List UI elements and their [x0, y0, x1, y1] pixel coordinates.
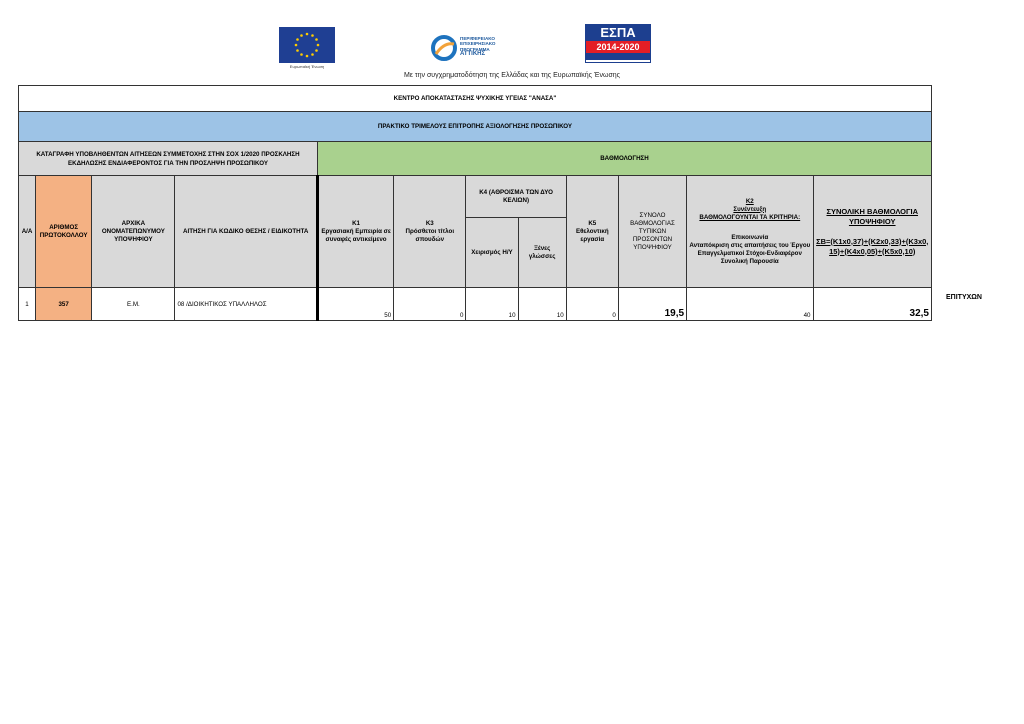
header-k2-criterion-1: Επικοινωνία — [731, 233, 769, 241]
header-final-formula: ΣΒ=(Κ1x0,37)+(Κ2x0,33)+(Κ3x0,15)+(Κ4x0,05)+(Κ5x0,10) — [816, 236, 929, 256]
pep-line-1: ΠΕΡΙΦΕΡΕΙΑΚΟ — [460, 36, 495, 41]
cofinancing-note: Με την συγχρηματοδότηση της Ελλάδας και της Ευρωπαϊκής Ένωσης — [403, 72, 621, 79]
cell-application: 08 /ΔΙΟΙΚΗΤΙΚΟΣ ΥΠΑΛΛΗΛΟΣ — [175, 288, 317, 321]
cell-total-typical: 19,5 — [618, 288, 686, 321]
header-k4-lang: Ξένες γλώσσες — [518, 218, 566, 288]
evaluation-table — [18, 85, 932, 321]
header-k1-code: Κ1 — [352, 219, 361, 227]
header-k4-pc: Χειρισμός Η/Υ — [466, 218, 518, 288]
table-title: ΚΕΝΤΡΟ ΑΠΟΚΑΤΑΣΤΑΣΗΣ ΨΥΧΙΚΗΣ ΥΓΕΙΑΣ "ΑΝΑΣΑ" — [19, 86, 932, 112]
header-k3 — [394, 176, 466, 288]
header-k2 — [687, 176, 813, 288]
section-registration: ΚΑΤΑΓΡΑΦΗ ΥΠΟΒΛΗΘΕΝΤΩΝ ΑΙΤΗΣΕΩΝ ΣΥΜΜΕΤΟΧΗΣ ΣΤΗΝ ΣΟΧ 1/2020 ΠΡΟΣΚΛΗΣΗ ΕΚΔΗΛΩΣΗΣ ΕΝΔΙΑΦΕΡΟΝΤΟΣ ΓΙΑ ΤΗΝ ΠΡΟΣΛΗΨΗ ΠΡΟΣΩΠΙΚΟΥ — [19, 142, 318, 176]
sponsor-logos — [0, 24, 1024, 74]
header-k5-code: Κ5 — [588, 219, 597, 227]
header-k2-criterion-3: Επαγγελματικοί Στόχοι-Ενδιαφέρον — [697, 249, 802, 257]
header-k4: Κ4 (ΑΘΡΟΙΣΜΑ ΤΩΝ ΔΥΟ ΚΕΛΙΩΝ) — [466, 176, 566, 218]
header-k2-title1: Συνέντευξη — [733, 205, 767, 213]
table-subtitle: ΠΡΑΚΤΙΚΟ ΤΡΙΜΕΛΟΥΣ ΕΠΙΤΡΟΠΗΣ ΑΞΙΟΛΟΓΗΣΗΣ ΠΡΟΣΩΠΙΚΟΥ — [19, 112, 932, 142]
cell-initials: Ε.Μ. — [92, 288, 175, 321]
eu-flag-logo — [279, 27, 335, 63]
section-scoring: ΒΑΘΜΟΛΟΓΗΣΗ — [317, 142, 931, 176]
header-protocol: ΑΡΙΘΜΟΣ ΠΡΩΤΟΚΟΛΛΟΥ — [36, 176, 92, 288]
eu-caption: Ευρωπαϊκή Ένωση — [289, 64, 325, 69]
header-k5 — [566, 176, 618, 288]
cell-final: 32,5 — [813, 288, 932, 321]
pep-line-2: ΕΠΙΧΕΙΡΗΣΙΑΚΟ — [460, 41, 496, 47]
espa-title: ΕΣΠΑ — [600, 25, 636, 40]
header-k1-text: Εργασιακή Εμπειρία σε συναφές αντικείμενο — [321, 227, 391, 243]
cell-aa: 1 — [19, 288, 36, 321]
pep-line-4: ΑΤΤΙΚΗΣ — [460, 51, 486, 58]
header-initials: ΑΡΧΙΚΑ ΟΝΟΜΑΤΕΠΩΝΥΜΟΥ ΥΠΟΨΗΦΙΟΥ — [92, 176, 175, 288]
header-final-title: ΣΥΝΟΛΙΚΗ ΒΑΘΜΟΛΟΓΙΑ ΥΠΟΨΗΦΙΟΥ — [826, 206, 919, 226]
result-label: ΕΠΙΤΥΧΩΝ — [946, 294, 982, 301]
header-k5-text: Εθελοντική εργασία — [575, 227, 609, 243]
cell-k4-lang: 10 — [518, 288, 566, 321]
cell-protocol: 357 — [36, 288, 92, 321]
header-aa: Α/Α — [19, 176, 36, 288]
header-k2-criterion-4: Συνολική Παρουσία — [720, 257, 779, 265]
header-k2-code: Κ2 — [745, 197, 754, 205]
cell-k1: 50 — [317, 288, 393, 321]
cell-k4-pc: 10 — [466, 288, 518, 321]
header-application: ΑΙΤΗΣΗ ΓΙΑ ΚΩΔΙΚΟ ΘΕΣΗΣ / ΕΙΔΙΚΟΤΗΤΑ — [175, 176, 317, 288]
espa-years: 2014-2020 — [596, 42, 640, 52]
header-k3-text: Πρόσθετοι τίτλοι σπουδών — [405, 227, 455, 243]
espa-logo — [585, 24, 651, 63]
header-final — [813, 176, 932, 288]
table-row — [19, 288, 932, 321]
header-k3-code: Κ3 — [425, 219, 434, 227]
pep-line-3: ΠΡΟΓΡΑΜΜΑ — [460, 46, 490, 52]
header-total-typical: ΣΥΝΟΛΟ ΒΑΘΜΟΛΟΓΙΑΣ ΤΥΠΙΚΩΝ ΠΡΟΣΟΝΤΩΝ ΥΠΟΨΗΦΙΟΥ — [618, 176, 686, 288]
cell-k5: 0 — [566, 288, 618, 321]
header-k1 — [317, 176, 393, 288]
cell-k3: 0 — [394, 288, 466, 321]
cell-k2: 40 — [687, 288, 813, 321]
header-k2-criterion-2: Ανταπόκριση στις απαιτήσεις του Έργου — [689, 241, 811, 249]
header-k2-title2: ΒΑΘΜΟΛΟΓΟΥΝΤΑΙ ΤΑ ΚΡΙΤΗΡΙΑ: — [699, 213, 801, 221]
attica-program-logo — [430, 34, 510, 66]
